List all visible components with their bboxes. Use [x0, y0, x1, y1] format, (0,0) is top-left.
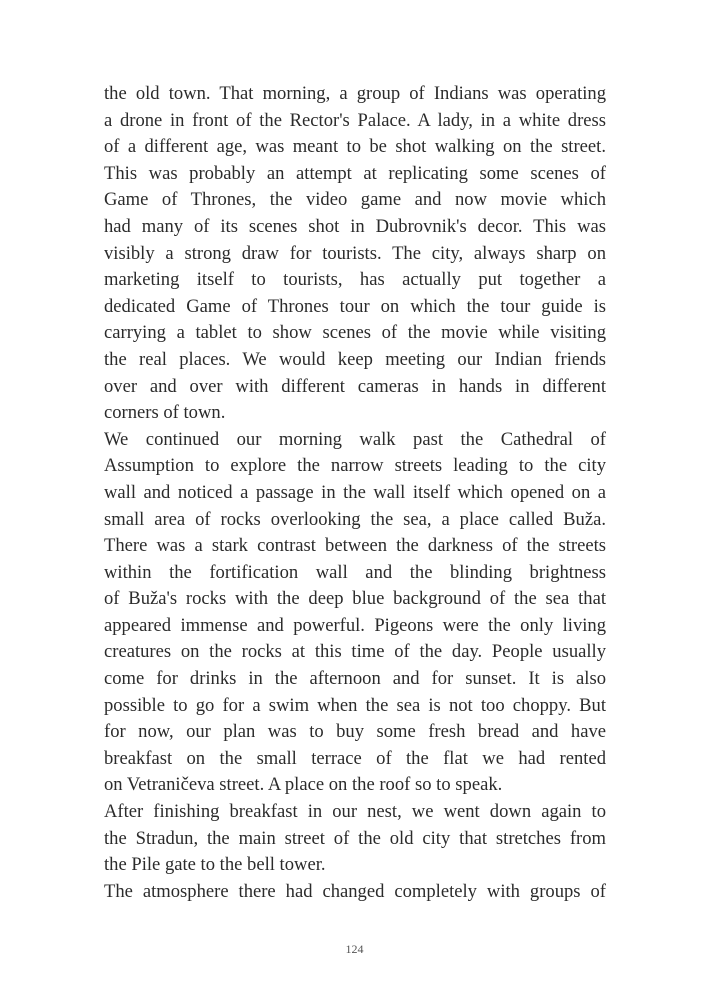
text-line: of a different age, was meant to be shot walking on the street.	[104, 136, 606, 158]
text-line: the Stradun, the main street of the old city that stretches from	[104, 827, 606, 849]
text-line: possible to go for a swim when the sea is not too choppy. But	[104, 694, 606, 716]
text-line: dedicated Game of Thrones tour on which the tour guide is	[104, 295, 606, 317]
text-line: within the fortification wall and the blinding brightness	[104, 561, 606, 583]
text-line: We continued our morning walk past the Cathedral of	[104, 428, 606, 450]
text-line: creatures on the rocks at this time of the day. People usually	[104, 641, 606, 663]
text-line: marketing itself to tourists, has actually put together a	[104, 269, 606, 291]
body-text	[104, 81, 606, 905]
text-line: had many of its scenes shot in Dubrovnik's decor. This was	[104, 215, 606, 237]
text-line: carrying a tablet to show scenes of the movie while visiting	[104, 322, 606, 344]
text-line: of Buža's rocks with the deep blue background of the sea that	[104, 588, 606, 610]
text-line: After finishing breakfast in our nest, we went down again to	[104, 801, 606, 823]
text-line: over and over with different cameras in hands in different	[104, 375, 606, 397]
text-line: The atmosphere there had changed completely with groups of	[104, 880, 606, 902]
text-line: corners of town.	[104, 402, 226, 424]
paragraph-2	[104, 427, 606, 799]
paragraph-1	[104, 81, 606, 427]
text-line: wall and noticed a passage in the wall itself which opened on a	[104, 481, 606, 503]
page-number: 124	[345, 942, 364, 956]
text-line: the Pile gate to the bell tower.	[104, 854, 326, 876]
text-line: the real places. We would keep meeting our Indian friends	[104, 348, 606, 370]
text-line: visibly a strong draw for tourists. The city, always sharp on	[104, 242, 606, 264]
text-line: Assumption to explore the narrow streets leading to the city	[104, 455, 606, 477]
text-line: appeared immense and powerful. Pigeons were the only living	[104, 614, 606, 636]
text-line: Game of Thrones, the video game and now movie which	[104, 189, 606, 211]
text-line: on Vetraničeva street. A place on the roof so to speak.	[104, 774, 503, 796]
text-line: This was probably an attempt at replicating some scenes of	[104, 162, 606, 184]
text-line: the old town. That morning, a group of Indians was operating	[104, 83, 606, 104]
text-line: small area of rocks overlooking the sea, a place called Buža.	[104, 508, 606, 530]
text-line: a drone in front of the Rector's Palace. A lady, in a white dress	[104, 109, 606, 131]
text-line: breakfast on the small terrace of the flat we had rented	[104, 747, 606, 769]
paragraph-3	[104, 799, 606, 879]
text-line: for now, our plan was to buy some fresh bread and have	[104, 721, 606, 743]
paragraph-4	[104, 879, 606, 906]
text-line: come for drinks in the afternoon and for sunset. It is also	[104, 668, 606, 690]
text-line: There was a stark contrast between the darkness of the streets	[104, 535, 606, 557]
